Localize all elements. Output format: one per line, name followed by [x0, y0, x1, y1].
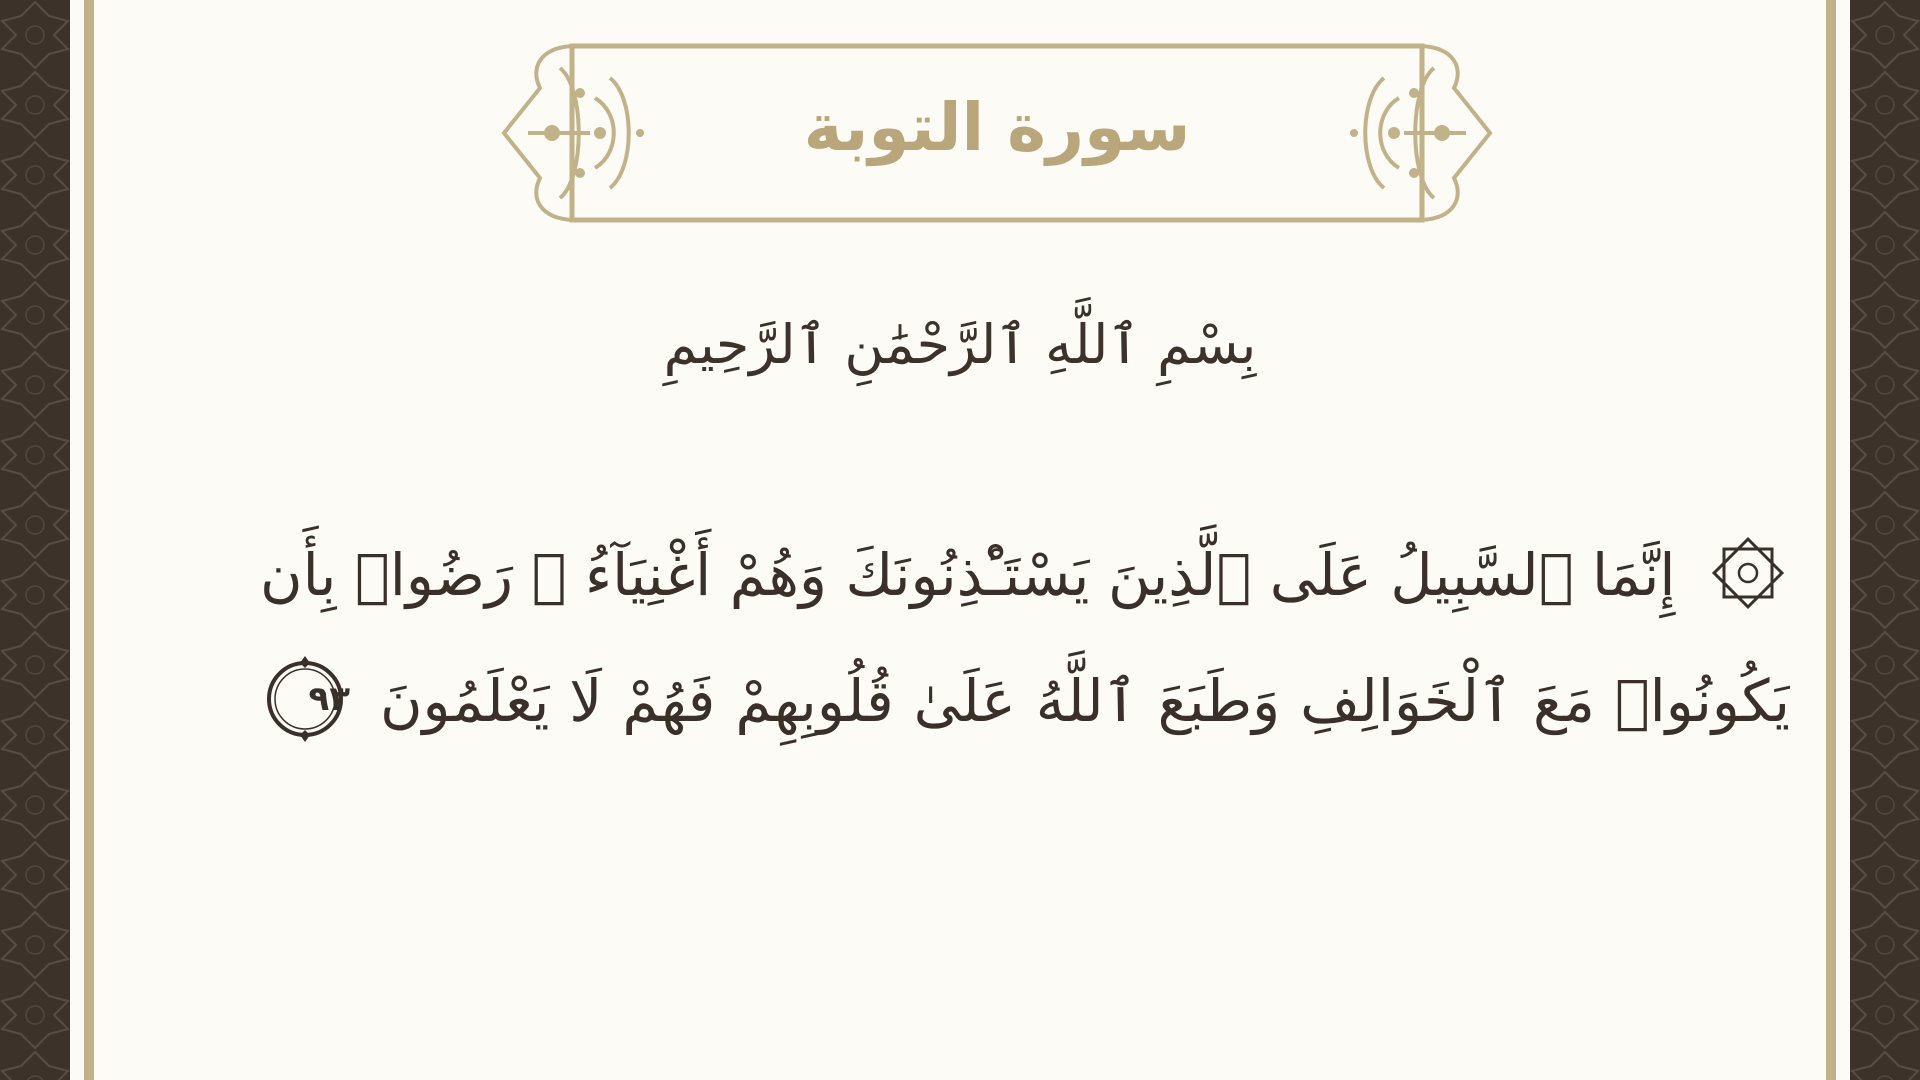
rub-el-hizb-icon [1706, 531, 1790, 615]
surah-header-frame [500, 38, 1494, 228]
surah-title: سورة التوبة [803, 89, 1191, 166]
right-ornamental-border [1850, 0, 1920, 1080]
left-gold-rule [84, 0, 94, 1080]
ayah-line-2-text: يَكُونُوا۟ مَعَ ٱلْخَوَالِفِ وَطَبَعَ ٱللَّهُ عَلَىٰ قُلُوبِهِمْ فَهُمْ لَا يَعْلَمُونَ [379, 667, 1790, 735]
ayah-number-marker [260, 654, 350, 744]
geometric-pattern-icon [1850, 0, 1920, 1080]
ayah-line-1-text: إِنَّمَا ٱلسَّبِيلُ عَلَى ٱلَّذِينَ يَسْتَـْٔذِنُونَكَ وَهُمْ أَغْنِيَآءُ ۚ رَضُوا۟ بِأَن [260, 541, 1676, 609]
ayah-line-1 [260, 512, 1790, 638]
basmala: بِسْمِ ٱللَّهِ ٱلرَّحْمَٰنِ ٱلرَّحِيمِ [663, 313, 1257, 376]
right-gold-rule [1826, 0, 1836, 1080]
geometric-pattern-icon [0, 0, 70, 1080]
ayah-line-2 [260, 638, 1790, 764]
ayah-number: ٩٣ [308, 678, 350, 719]
left-ornamental-border [0, 0, 70, 1080]
ayah-text [260, 512, 1790, 764]
content-panel [70, 0, 1850, 1080]
